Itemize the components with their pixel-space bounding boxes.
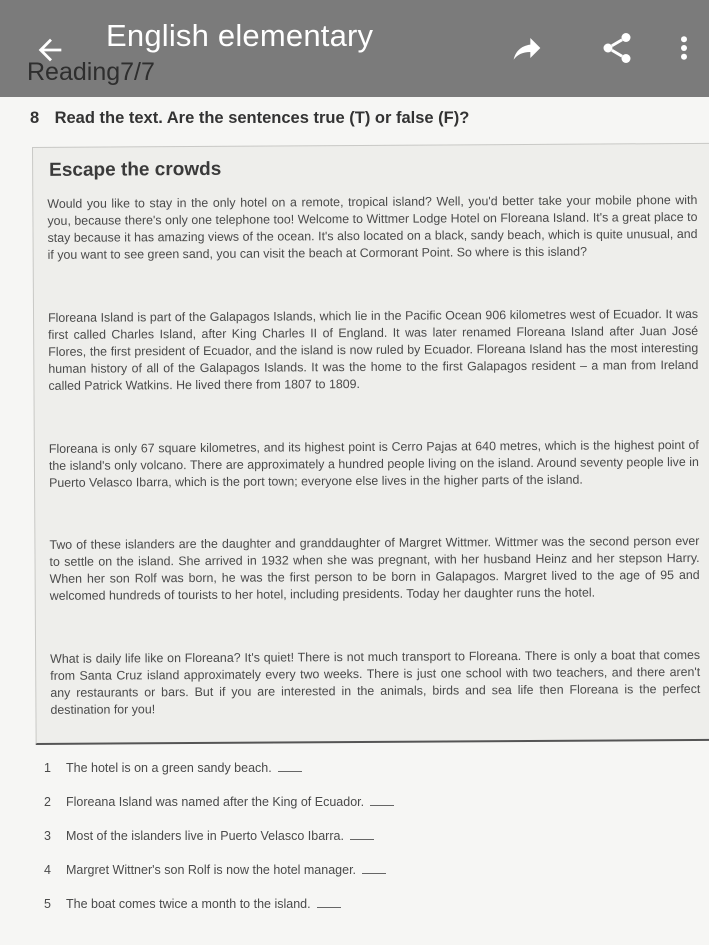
answer-blank (317, 907, 341, 908)
question-item (44, 897, 684, 931)
answer-blank (362, 873, 386, 874)
page-total: 7 (141, 58, 155, 86)
question-item (44, 795, 684, 829)
app-subtitle (27, 58, 155, 87)
app-title: English elementary (106, 18, 374, 53)
share-icon (599, 30, 635, 66)
exercise-heading (30, 109, 690, 128)
answer-blank (278, 771, 302, 772)
paragraph-2: Floreana Island is part of the Galapagos Islands, which lie in the Pacific Ocean 906 kilometres west of Ecuador. It was first called Charles Island, after King Charles II of England. It was later renamed Floreana Island after Juan José Flores, the first president of Ecuador, and the island is now ruled by Ecuador. Floreana Island has the most interesting human history of all of the Galapagos Islands. It was the home to the first Galapagos resident – a man from Ireland called Patrick Watkins. He lived there from 1807 to 1809. (48, 306, 699, 393)
app-bar (0, 0, 709, 97)
more-vertical-icon (669, 30, 699, 66)
document-page[interactable] (0, 97, 709, 945)
paragraph-3: Floreana is only 67 square kilometres, and its highest point is Cerro Pajas at 640 metres, which is the highest point of the island's only volcano. There are approximately a hundred people living on the island. Around seventy people live in Puerto Velasco Ibarra, which is the port town; everyone else lives in the higher parts of the island. (48, 437, 699, 490)
text-title: Escape the crowds (49, 158, 222, 181)
page-separator: / (134, 58, 141, 86)
exercise-instruction: Read the text. Are the sentences true (T) or false (F)? (54, 109, 470, 127)
page-indicator (120, 58, 155, 86)
answer-blank (350, 839, 374, 840)
question-number: 2 (44, 795, 51, 809)
question-text: Floreana Island was named after the King of Ecuador. (66, 795, 365, 809)
forward-button[interactable] (505, 26, 549, 70)
question-item (44, 829, 684, 863)
question-number: 1 (44, 761, 51, 775)
question-text: The hotel is on a green sandy beach. (66, 761, 272, 775)
question-text: Most of the islanders live in Puerto Velasco Ibarra. (66, 829, 344, 843)
question-text: Margret Wittner's son Rolf is now the hotel manager. (66, 863, 357, 877)
forward-arrow-icon (507, 28, 547, 68)
exercise-number: 8 (30, 109, 40, 127)
answer-blank (370, 805, 394, 806)
question-item (44, 863, 684, 897)
page-current: 7 (120, 58, 135, 86)
question-text: The boat comes twice a month to the island. (66, 897, 311, 911)
paragraph-1: Would you like to stay in the only hotel on a remote, tropical island? Well, you'd better take your mobile phone with you, because there's only one telephone too! Welcome to Wittmer Lodge Hotel on Floreana Island. It's a great place to stay because it has amazing views of the ocean. It's also located on a black, sandy beach, which is quite unusual, and if you want to see green sand, you can visit the beach at Cormorant Point. So where is this island? (47, 192, 698, 262)
reading-text-box (32, 143, 709, 745)
question-number: 5 (44, 897, 51, 911)
question-number: 3 (44, 829, 51, 843)
share-button[interactable] (595, 26, 639, 70)
question-item (44, 761, 684, 795)
section-label: Reading (27, 58, 121, 86)
more-options-button[interactable] (662, 26, 706, 70)
question-number: 4 (44, 863, 51, 877)
question-list (44, 761, 684, 931)
paragraph-5: What is daily life like on Floreana? It's quiet! There is not much transport to Floreana. There is only a boat that comes from Santa Cruz island approximately every two weeks. There is just one school with two teachers, and there aren't any restaurants or bars. But if you are interested in the animals, birds and sea life then Floreana is the perfect destination for you! (50, 647, 701, 717)
paragraph-4: Two of these islanders are the daughter and granddaughter of Margret Wittmer. Wittmer was the second person ever to settle on the island. She arrived in 1932 when she was pregnant, with her husband Heinz and her stepson Harry. When her son Rolf was born, he was the first person to be born in Galapagos. Margret lived to the age of 95 and welcomed hundreds of tourists to her hotel, including presidents. Today her daughter runs the hotel. (49, 533, 700, 603)
